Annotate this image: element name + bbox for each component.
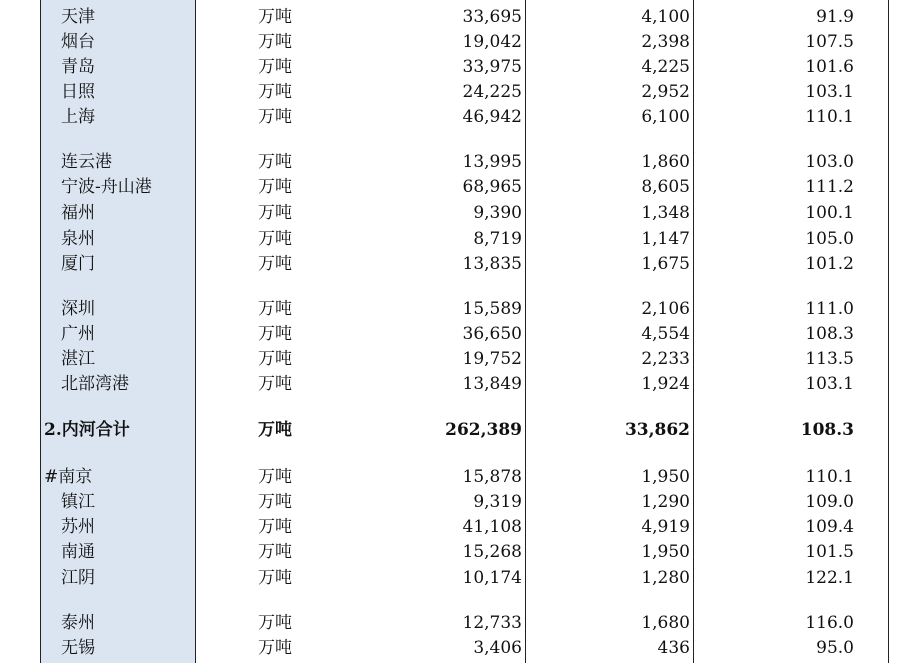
value-cell: 111.2 <box>805 177 854 197</box>
value-cell: 101.5 <box>805 542 854 562</box>
value-cell: 4,554 <box>641 324 690 344</box>
table-row <box>0 465 900 489</box>
value-cell: 2,398 <box>641 32 690 52</box>
port-name: 湛江 <box>61 349 95 369</box>
value-cell: 111.0 <box>805 299 854 319</box>
value-cell: 1,290 <box>641 492 690 512</box>
value-cell: 107.5 <box>805 32 854 52</box>
value-cell: 101.6 <box>805 57 854 77</box>
port-name: 广州 <box>61 324 95 344</box>
value-cell: 103.1 <box>805 374 854 394</box>
unit-cell: 万吨 <box>258 203 292 223</box>
table-row <box>0 55 900 79</box>
unit-cell: 万吨 <box>258 7 292 27</box>
value-cell: 24,225 <box>462 82 522 102</box>
value-cell: 1,860 <box>641 152 690 172</box>
value-cell: 12,733 <box>462 613 522 633</box>
table-row <box>0 150 900 174</box>
table-row <box>0 105 900 129</box>
value-cell: 100.1 <box>805 203 854 223</box>
table-row <box>0 540 900 564</box>
value-cell: 13,995 <box>462 152 522 172</box>
value-cell: 15,268 <box>462 542 522 562</box>
table-row <box>0 227 900 251</box>
unit-cell: 万吨 <box>258 57 292 77</box>
value-cell: 9,390 <box>473 203 522 223</box>
unit-cell: 万吨 <box>258 254 292 274</box>
unit-cell: 万吨 <box>258 420 292 440</box>
value-cell: 33,695 <box>462 7 522 27</box>
port-name: 宁波-舟山港 <box>61 177 152 197</box>
unit-cell: 万吨 <box>258 82 292 102</box>
value-cell: 95.0 <box>816 638 854 658</box>
value-cell: 19,042 <box>462 32 522 52</box>
table-row <box>0 566 900 590</box>
table-row <box>0 201 900 225</box>
unit-cell: 万吨 <box>258 638 292 658</box>
value-cell: 110.1 <box>805 467 854 487</box>
table-row <box>0 322 900 346</box>
table-row <box>0 297 900 321</box>
value-cell: 1,924 <box>641 374 690 394</box>
unit-cell: 万吨 <box>258 492 292 512</box>
value-cell: 8,719 <box>473 229 522 249</box>
unit-cell: 万吨 <box>258 324 292 344</box>
value-cell: 3,406 <box>473 638 522 658</box>
value-cell: 108.3 <box>805 324 854 344</box>
unit-cell: 万吨 <box>258 349 292 369</box>
port-name: 苏州 <box>61 517 95 537</box>
port-name: #南京 <box>44 467 93 487</box>
unit-cell: 万吨 <box>258 467 292 487</box>
value-cell: 33,975 <box>462 57 522 77</box>
value-cell: 13,835 <box>462 254 522 274</box>
table-row <box>0 611 900 635</box>
port-name: 江阴 <box>61 568 95 588</box>
unit-cell: 万吨 <box>258 229 292 249</box>
port-name: 厦门 <box>61 254 95 274</box>
value-cell: 1,280 <box>641 568 690 588</box>
table-row <box>0 30 900 54</box>
value-cell: 1,950 <box>641 467 690 487</box>
table-row <box>0 490 900 514</box>
value-cell: 262,389 <box>445 420 522 440</box>
unit-cell: 万吨 <box>258 32 292 52</box>
value-cell: 109.4 <box>805 517 854 537</box>
unit-cell: 万吨 <box>258 152 292 172</box>
port-name: 无锡 <box>61 638 95 658</box>
port-name: 深圳 <box>61 299 95 319</box>
unit-cell: 万吨 <box>258 107 292 127</box>
value-cell: 103.1 <box>805 82 854 102</box>
table-row <box>0 347 900 371</box>
value-cell: 103.0 <box>805 152 854 172</box>
port-name: 泰州 <box>61 613 95 633</box>
value-cell: 91.9 <box>816 7 854 27</box>
value-cell: 101.2 <box>805 254 854 274</box>
value-cell: 436 <box>657 638 690 658</box>
value-cell: 2,233 <box>641 349 690 369</box>
value-cell: 15,878 <box>462 467 522 487</box>
value-cell: 105.0 <box>805 229 854 249</box>
section-total-label: 2.内河合计 <box>44 420 130 440</box>
port-name: 上海 <box>61 107 95 127</box>
value-cell: 110.1 <box>805 107 854 127</box>
value-cell: 4,225 <box>641 57 690 77</box>
value-cell: 2,952 <box>641 82 690 102</box>
value-cell: 113.5 <box>805 349 854 369</box>
value-cell: 46,942 <box>462 107 522 127</box>
value-cell: 19,752 <box>462 349 522 369</box>
port-name: 镇江 <box>61 492 95 512</box>
value-cell: 2,106 <box>641 299 690 319</box>
table-row <box>0 636 900 660</box>
port-name: 天津 <box>61 7 95 27</box>
table-row <box>0 515 900 539</box>
port-name: 福州 <box>61 203 95 223</box>
value-cell: 116.0 <box>805 613 854 633</box>
unit-cell: 万吨 <box>258 299 292 319</box>
value-cell: 41,108 <box>462 517 522 537</box>
port-name: 南通 <box>61 542 95 562</box>
value-cell: 9,319 <box>473 492 522 512</box>
port-name: 连云港 <box>61 152 112 172</box>
subtotal-row <box>0 418 900 442</box>
table-row <box>0 175 900 199</box>
value-cell: 6,100 <box>641 107 690 127</box>
table-row <box>0 5 900 29</box>
value-cell: 4,100 <box>641 7 690 27</box>
port-name: 烟台 <box>61 32 95 52</box>
unit-cell: 万吨 <box>258 374 292 394</box>
value-cell: 10,174 <box>462 568 522 588</box>
value-cell: 33,862 <box>624 420 690 440</box>
value-cell: 36,650 <box>462 324 522 344</box>
value-cell: 109.0 <box>805 492 854 512</box>
port-name: 北部湾港 <box>61 374 129 394</box>
port-name: 日照 <box>61 82 95 102</box>
unit-cell: 万吨 <box>258 613 292 633</box>
value-cell: 4,919 <box>641 517 690 537</box>
value-cell: 1,675 <box>641 254 690 274</box>
value-cell: 15,589 <box>462 299 522 319</box>
value-cell: 1,147 <box>641 229 690 249</box>
value-cell: 108.3 <box>800 420 854 440</box>
value-cell: 13,849 <box>462 374 522 394</box>
value-cell: 1,348 <box>641 203 690 223</box>
value-cell: 8,605 <box>641 177 690 197</box>
table-row <box>0 80 900 104</box>
table-row <box>0 252 900 276</box>
unit-cell: 万吨 <box>258 542 292 562</box>
unit-cell: 万吨 <box>258 517 292 537</box>
value-cell: 68,965 <box>462 177 522 197</box>
port-name: 青岛 <box>61 57 95 77</box>
unit-cell: 万吨 <box>258 568 292 588</box>
unit-cell: 万吨 <box>258 177 292 197</box>
port-name: 泉州 <box>61 229 95 249</box>
value-cell: 1,950 <box>641 542 690 562</box>
value-cell: 122.1 <box>805 568 854 588</box>
table-row <box>0 372 900 396</box>
value-cell: 1,680 <box>641 613 690 633</box>
